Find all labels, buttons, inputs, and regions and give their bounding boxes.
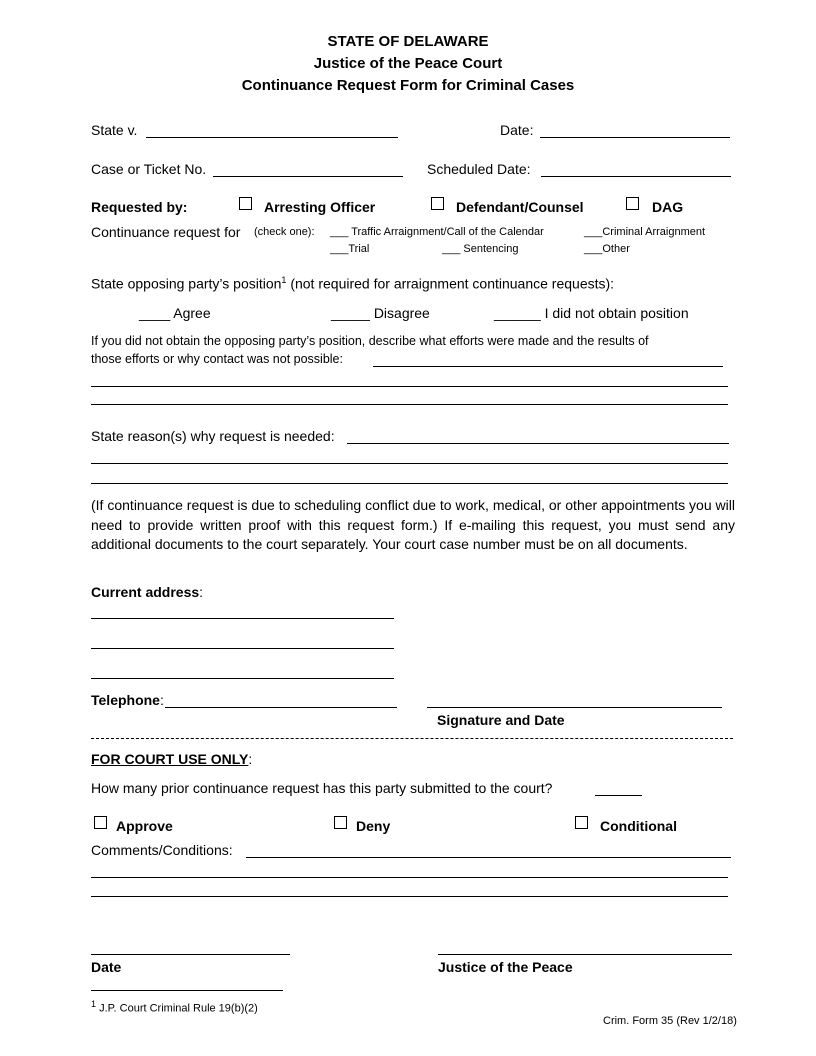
- footnote-separator: [91, 990, 283, 991]
- comments-label: Comments/Conditions:: [91, 842, 233, 858]
- state-v-field[interactable]: [146, 137, 398, 138]
- efforts-text-line2: those efforts or why contact was not possible:: [91, 352, 343, 366]
- notice-paragraph: (If continuance request is due to scheduling conflict due to work, medical, or other appointments you will need to provide written proof with this request form.) If e-mailing this request, you must send any additional documents to the court separately. Your court case number must be on all documents.: [91, 497, 735, 552]
- efforts-field-line3[interactable]: [91, 404, 728, 405]
- option-other[interactable]: ___Other: [584, 243, 630, 255]
- option-trial[interactable]: ___Trial: [330, 243, 370, 255]
- continuance-label: Continuance request for: [91, 224, 241, 240]
- justice-signature-field[interactable]: [438, 954, 732, 955]
- option-arresting-officer: Arresting Officer: [264, 199, 376, 215]
- case-no-label: Case or Ticket No.: [91, 161, 207, 177]
- checkbox-deny[interactable]: [334, 816, 347, 829]
- reason-field-line3[interactable]: [91, 483, 728, 484]
- comments-field-line3[interactable]: [91, 896, 728, 897]
- option-traffic-arraignment[interactable]: ___ Traffic Arraignment/Call of the Calendar: [330, 226, 544, 238]
- prior-requests-question: How many prior continuance request has this party submitted to the court?: [91, 780, 553, 796]
- option-defendant-counsel: Defendant/Counsel: [456, 199, 584, 215]
- court-date-field[interactable]: [91, 954, 290, 955]
- option-sentencing[interactable]: ___ Sentencing: [442, 243, 519, 255]
- option-no-position[interactable]: ______ I did not obtain position: [494, 305, 689, 321]
- reason-field-line1[interactable]: [347, 443, 729, 444]
- checkbox-dag[interactable]: [626, 197, 639, 210]
- efforts-text-line1: If you did not obtain the opposing party’s position, describe what efforts were made and the results of: [91, 334, 649, 348]
- case-no-field[interactable]: [213, 176, 403, 177]
- signature-field[interactable]: [427, 707, 722, 708]
- form-title: Continuance Request Form for Criminal Cases: [241, 77, 575, 94]
- efforts-field-line1[interactable]: [373, 366, 723, 367]
- address-field-line3[interactable]: [91, 678, 394, 679]
- opposing-position-label: State opposing party’s position$^1$ (not required for arraignment continuance requests):: [91, 275, 615, 292]
- decision-approve: Approve: [116, 818, 173, 834]
- decision-conditional: Conditional: [600, 818, 677, 834]
- reason-field-line2[interactable]: [91, 463, 728, 464]
- form-id: Crim. Form 35 (Rev 1/2/18): [603, 1015, 737, 1027]
- prior-requests-field[interactable]: [595, 795, 642, 796]
- option-dag: DAG: [652, 199, 684, 215]
- reason-label: State reason(s) why request is needed:: [91, 428, 335, 444]
- continuance-hint: (check one):: [254, 226, 315, 238]
- telephone-label: Telephone:: [91, 692, 164, 708]
- date-field[interactable]: [540, 137, 730, 138]
- option-criminal-arraignment[interactable]: ___Criminal Arraignment: [584, 226, 706, 238]
- checkbox-conditional[interactable]: [575, 816, 588, 829]
- court-date-label: Date: [91, 959, 122, 975]
- checkbox-approve[interactable]: [94, 816, 107, 829]
- scheduled-date-field[interactable]: [541, 176, 731, 177]
- telephone-field[interactable]: [165, 707, 397, 708]
- court-use-divider: [91, 738, 733, 739]
- decision-deny: Deny: [356, 818, 391, 834]
- option-agree[interactable]: ____ Agree: [139, 305, 211, 321]
- address-label: Current address:: [91, 584, 204, 600]
- address-field-line1[interactable]: [91, 618, 394, 619]
- efforts-field-line2[interactable]: [91, 386, 728, 387]
- header-court: Justice of the Peace Court: [313, 55, 503, 72]
- signature-label: Signature and Date: [437, 712, 565, 728]
- footnote-ref: 1: [281, 275, 287, 285]
- address-field-line2[interactable]: [91, 648, 394, 649]
- option-disagree[interactable]: _____ Disagree: [331, 305, 430, 321]
- comments-field-line2[interactable]: [91, 877, 728, 878]
- requested-by-label: Requested by:: [91, 199, 188, 215]
- state-v-label: State v.: [91, 122, 138, 138]
- checkbox-defendant-counsel[interactable]: [431, 197, 444, 210]
- date-label: Date:: [500, 122, 534, 138]
- court-use-label: FOR COURT USE ONLY:: [91, 751, 253, 767]
- checkbox-arresting-officer[interactable]: [239, 197, 252, 210]
- header-state: STATE OF DELAWARE: [327, 33, 489, 50]
- footnote: $^1$ J.P. Court Criminal Rule 19(b)(2): [91, 999, 258, 1015]
- comments-field-line1[interactable]: [246, 857, 731, 858]
- justice-label: Justice of the Peace: [438, 959, 573, 975]
- scheduled-date-label: Scheduled Date:: [427, 161, 531, 177]
